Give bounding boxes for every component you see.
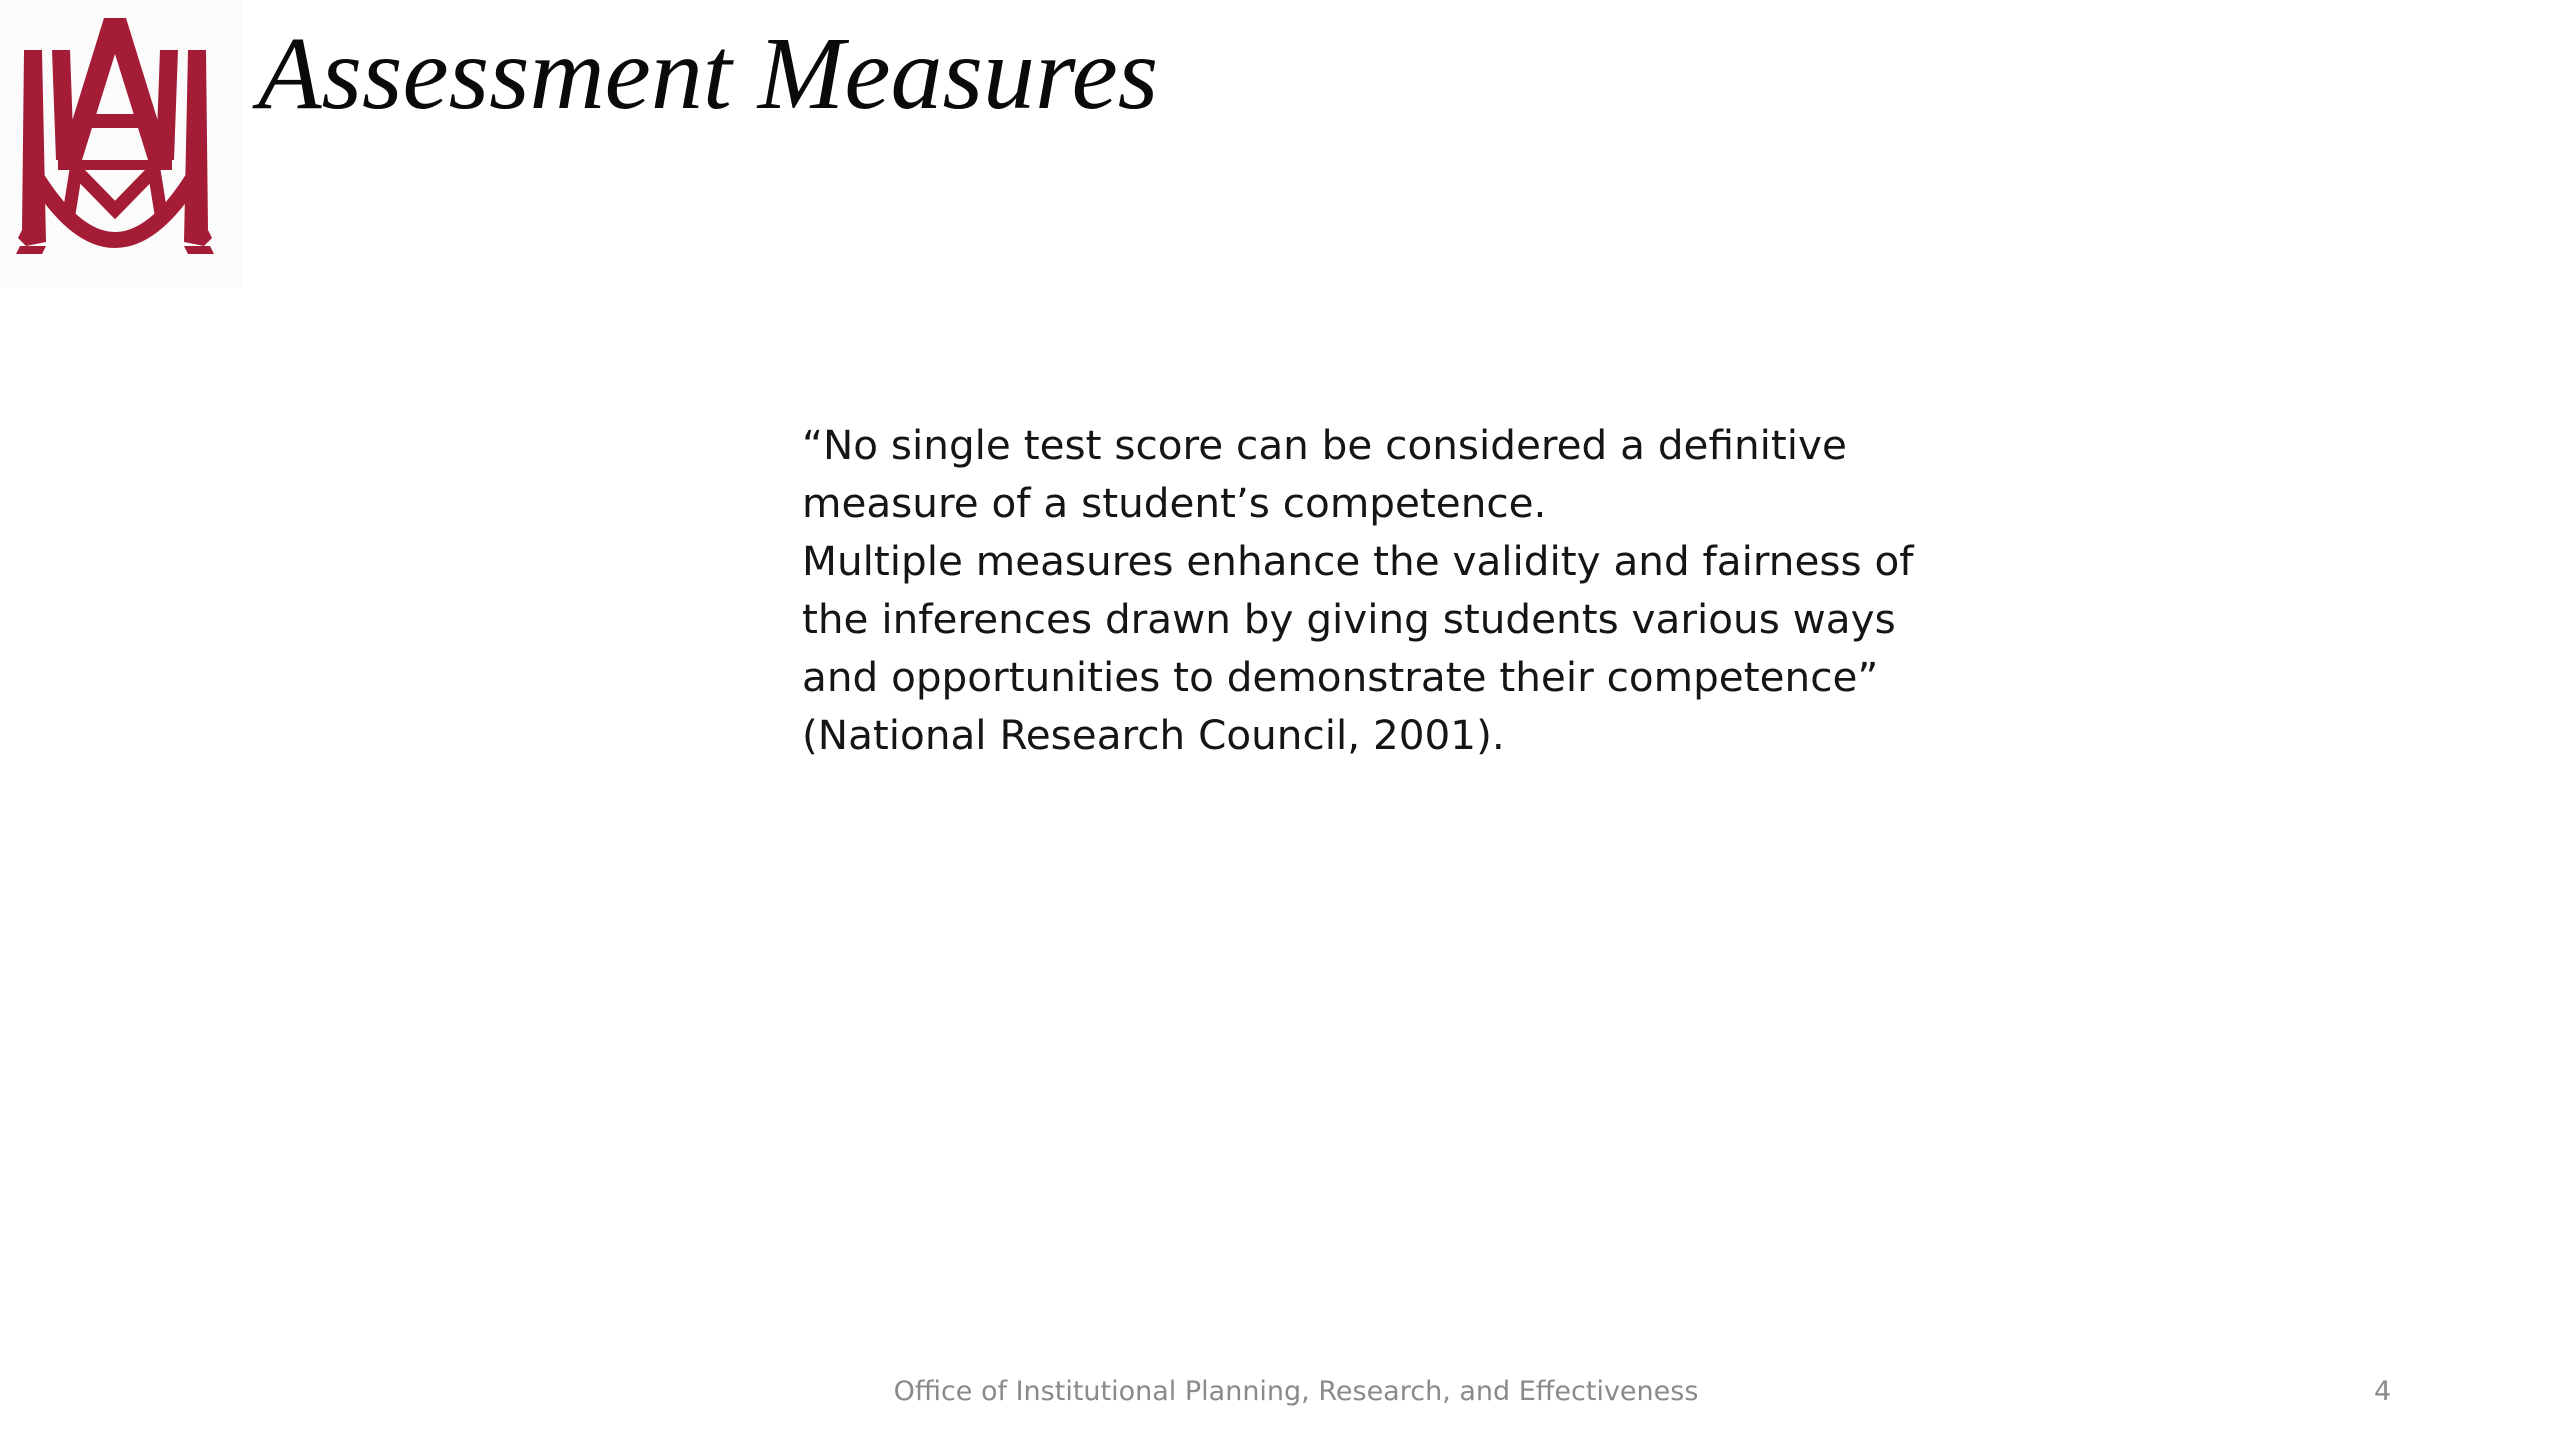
aamu-logo-icon (12, 10, 217, 260)
quote-line: “No single test score can be considered a definitive (802, 421, 1847, 469)
quote-line: (National Research Council, 2001). (802, 711, 1505, 759)
quote-line: measure of a student’s competence. (802, 479, 1547, 527)
quote-line: and opportunities to demonstrate their competence” (802, 653, 1879, 701)
quote-line: Multiple measures enhance the validity and fairness of (802, 537, 1914, 585)
slide-title: Assessment Measures (258, 16, 1159, 131)
quote-line: the inferences drawn by giving students various ways (802, 595, 1896, 643)
footer-text: Office of Institutional Planning, Research, and Effectiveness (893, 1376, 1699, 1407)
page-number: 4 (2374, 1376, 2392, 1407)
quote-block (802, 416, 1942, 764)
university-logo (0, 0, 242, 288)
